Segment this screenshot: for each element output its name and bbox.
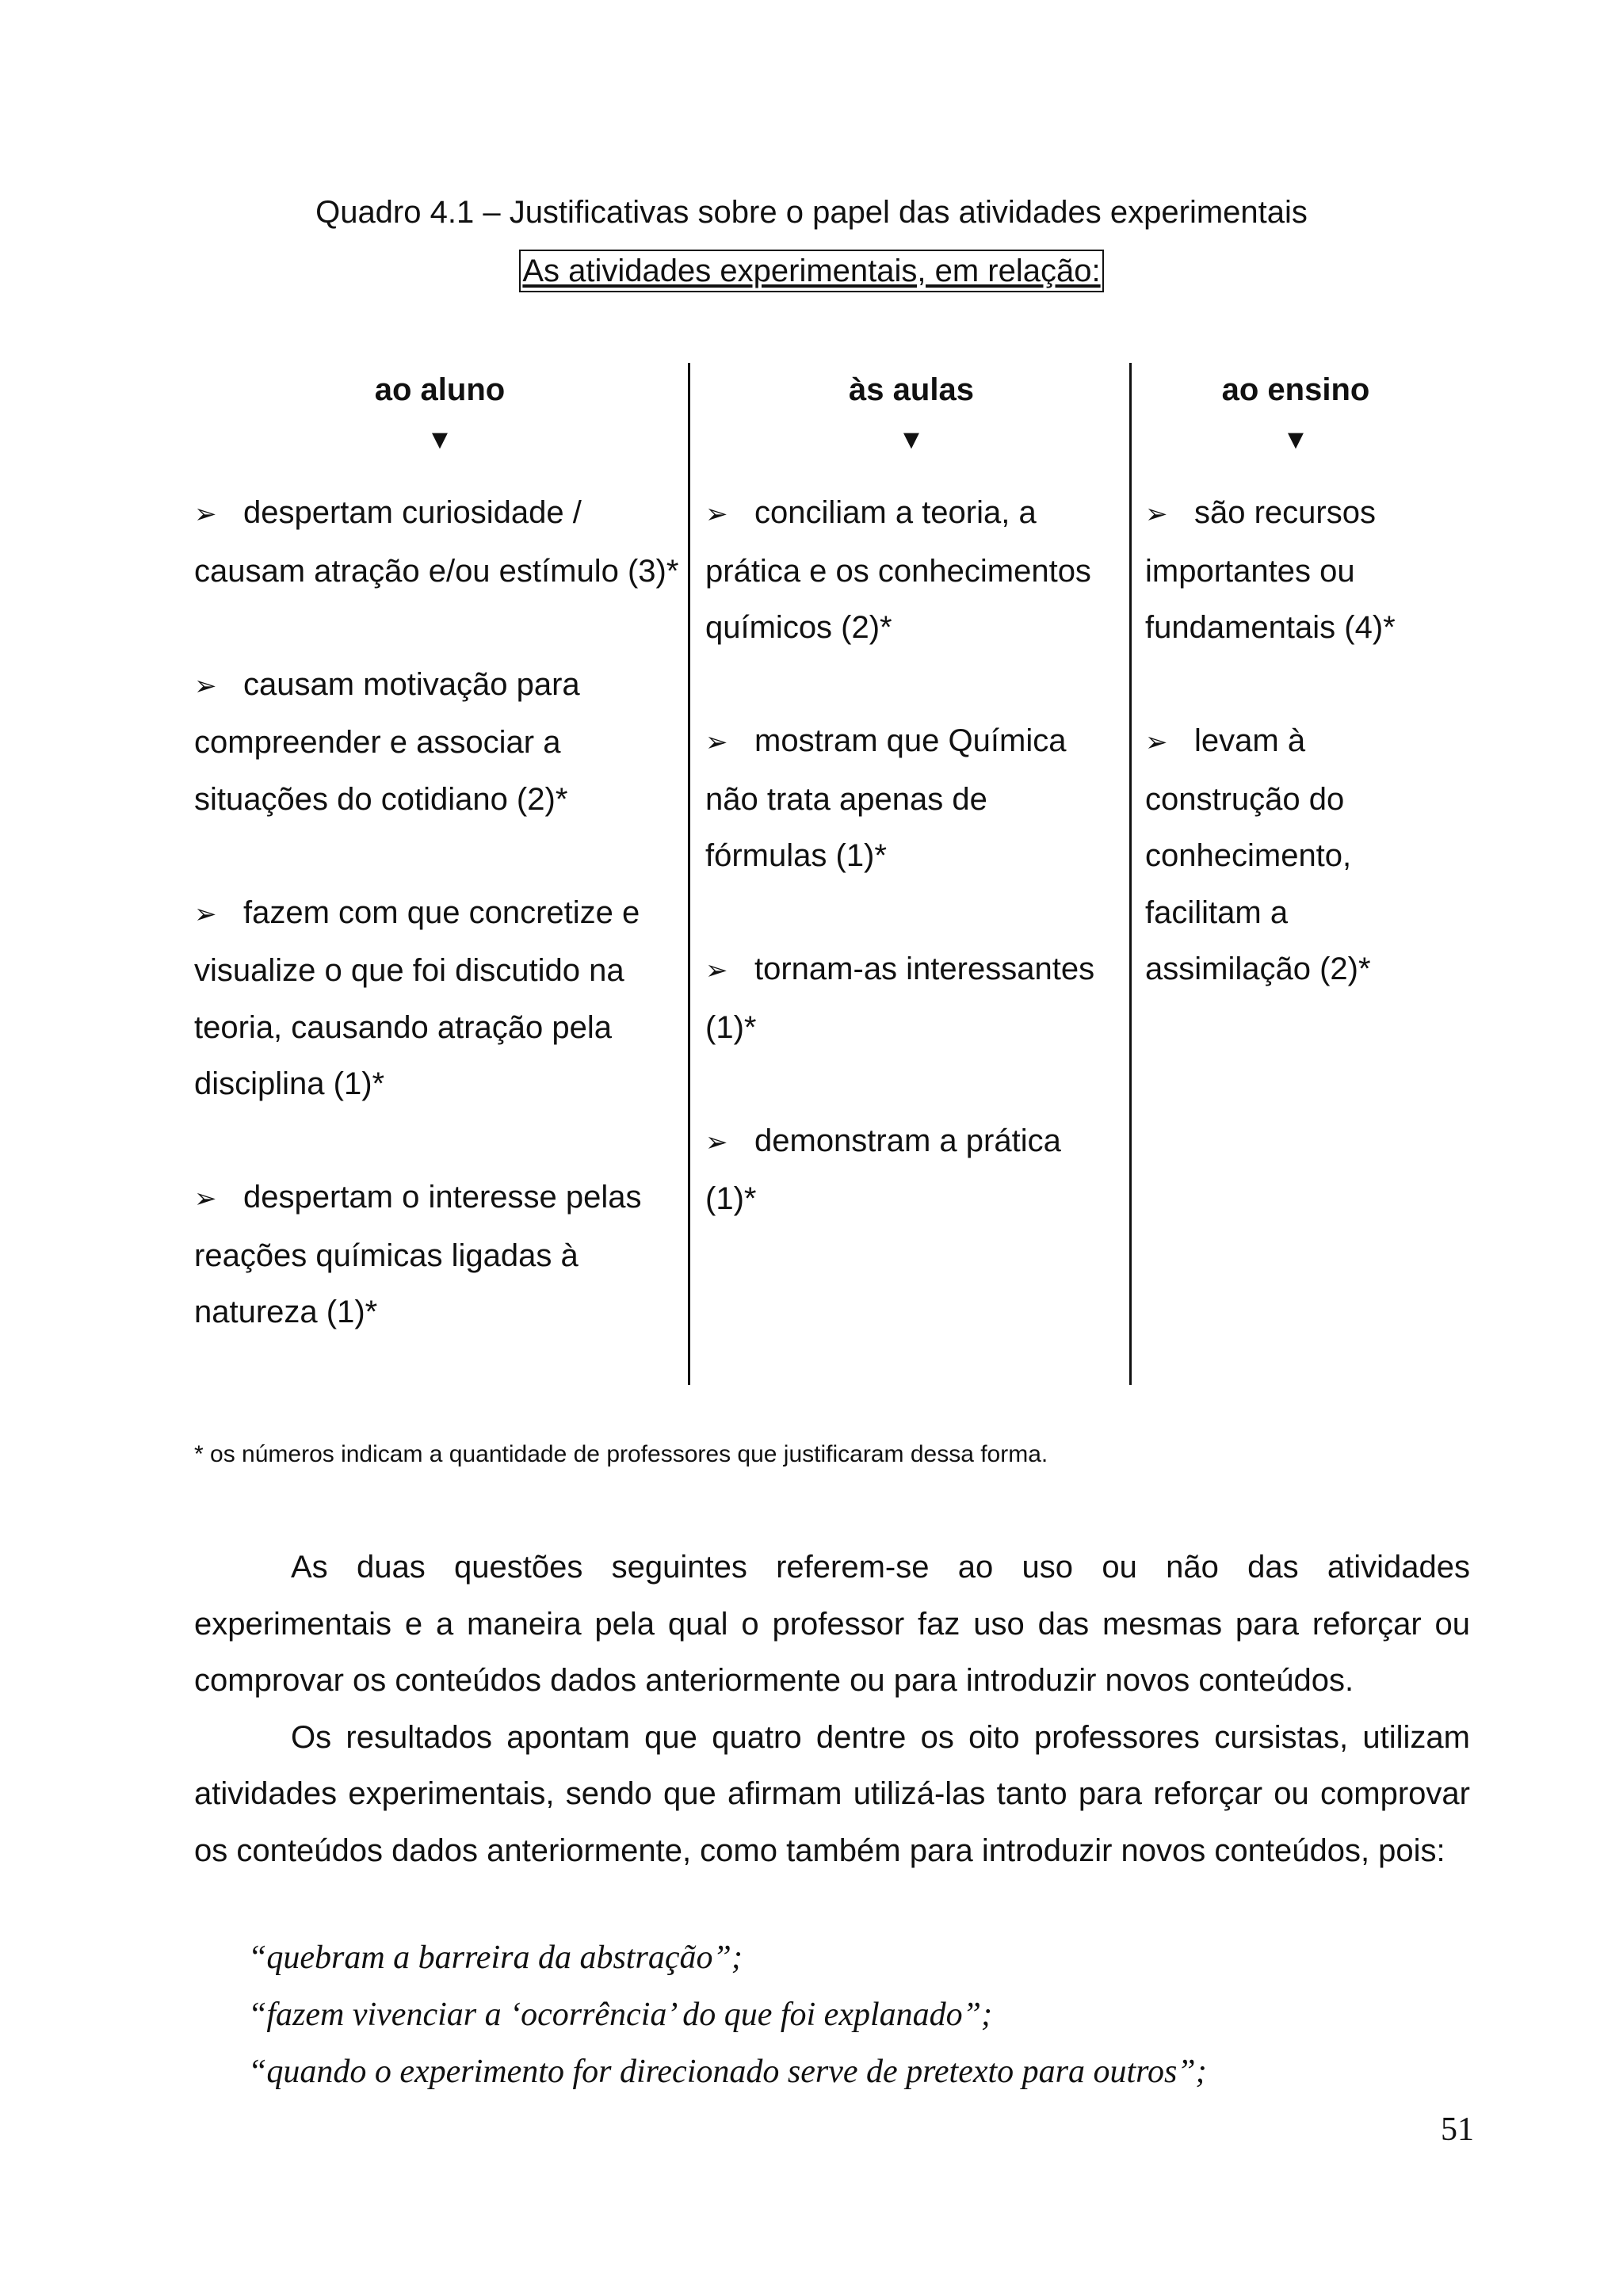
column-as-aulas bbox=[705, 363, 1117, 1385]
page-number: 51 bbox=[1441, 2111, 1474, 2148]
item-text: despertam o interesse pelas reações químicas ligadas à natureza (1)* bbox=[194, 1180, 642, 1329]
quadro-columns bbox=[194, 363, 1446, 1385]
arrow-bullet-icon: ➢ bbox=[705, 1127, 728, 1158]
quadro-subtitle: As atividades experimentais, em relação: bbox=[519, 250, 1103, 292]
arrow-bullet-icon: ➢ bbox=[194, 670, 217, 701]
column-ao-aluno bbox=[194, 363, 685, 1385]
arrow-bullet-icon: ➢ bbox=[1145, 727, 1168, 757]
quadro-title: Quadro 4.1 – Justificativas sobre o papel das atividades experimentais bbox=[315, 195, 1308, 230]
item-text: são recursos importantes ou fundamentais (4)* bbox=[1145, 495, 1396, 645]
paragraph: As duas questões seguintes referem-se ao uso ou não das atividades experimentais e a maneira pela qual o professor faz uso das mesmas para reforçar ou comprovar os conteúdos dados anteriormente ou para introduzir novos conteúdos. bbox=[194, 1550, 1470, 1698]
list-item bbox=[194, 657, 685, 829]
list-item bbox=[705, 941, 1117, 1056]
down-arrow-icon: ▼ bbox=[426, 425, 453, 455]
arrow-bullet-icon: ➢ bbox=[705, 499, 728, 529]
item-text: demonstram a prática (1)* bbox=[705, 1123, 1061, 1216]
arrow-bullet-icon: ➢ bbox=[194, 1184, 217, 1214]
column-divider bbox=[688, 363, 690, 1385]
arrow-bullet-icon: ➢ bbox=[705, 727, 728, 757]
item-text: despertam curiosidade / causam atração e/ou estímulo (3)* bbox=[194, 495, 679, 589]
quotes-list bbox=[248, 1929, 1207, 2100]
item-text: conciliam a teoria, a prática e os conhecimentos químicos (2)* bbox=[705, 495, 1091, 645]
list-item bbox=[705, 1113, 1117, 1228]
column-divider bbox=[1129, 363, 1132, 1385]
quote: “quebram a barreira da abstração”; bbox=[248, 1939, 743, 1976]
column-items bbox=[705, 485, 1117, 1228]
list-item bbox=[705, 485, 1117, 657]
item-text: causam motivação para compreender e associar a situações do cotidiano (2)* bbox=[194, 666, 580, 817]
quote: “fazem vivenciar a ‘ocorrência’ do que foi explanado”; bbox=[248, 1997, 992, 2033]
item-text: levam à construção do conhecimento, facilitam a assimilação (2)* bbox=[1145, 723, 1371, 986]
column-heading: ao aluno bbox=[374, 372, 506, 407]
down-arrow-icon: ▼ bbox=[1282, 425, 1309, 455]
arrow-bullet-icon: ➢ bbox=[705, 955, 728, 986]
quadro-subtitle-wrap bbox=[0, 250, 1623, 292]
item-text: fazem com que concretize e visualize o que foi discutido na teoria, causando atração pela disciplina (1)* bbox=[194, 894, 640, 1101]
body-text bbox=[194, 1539, 1470, 1879]
item-text: tornam-as interessantes (1)* bbox=[705, 952, 1095, 1045]
quote: “quando o experimento for direcionado serve de pretexto para outros”; bbox=[248, 2054, 1207, 2090]
arrow-bullet-icon: ➢ bbox=[194, 499, 217, 529]
column-items bbox=[194, 485, 685, 1341]
quadro-footnote: * os números indicam a quantidade de professores que justificaram dessa forma. bbox=[194, 1441, 1048, 1467]
paragraph: Os resultados apontam que quatro dentre os oito professores cursistas, utilizam atividades experimentais, sendo que afirmam utilizá-las tanto para reforçar ou comprovar os conteúdos dados anteriormente, como também para introduzir novos conteúdos, pois: bbox=[194, 1719, 1470, 1868]
column-ao-ensino bbox=[1145, 363, 1446, 1385]
arrow-bullet-icon: ➢ bbox=[194, 898, 217, 929]
column-items bbox=[1145, 485, 1446, 998]
list-item bbox=[1145, 485, 1446, 657]
down-arrow-icon: ▼ bbox=[898, 425, 925, 455]
list-item bbox=[1145, 713, 1446, 998]
list-item bbox=[194, 1169, 685, 1341]
list-item bbox=[194, 485, 685, 600]
column-heading: ao ensino bbox=[1221, 372, 1370, 407]
arrow-bullet-icon: ➢ bbox=[1145, 499, 1168, 529]
item-text: mostram que Química não trata apenas de fórmulas (1)* bbox=[705, 723, 1067, 873]
list-item bbox=[705, 713, 1117, 885]
list-item bbox=[194, 885, 685, 1113]
column-heading: às aulas bbox=[849, 372, 974, 407]
